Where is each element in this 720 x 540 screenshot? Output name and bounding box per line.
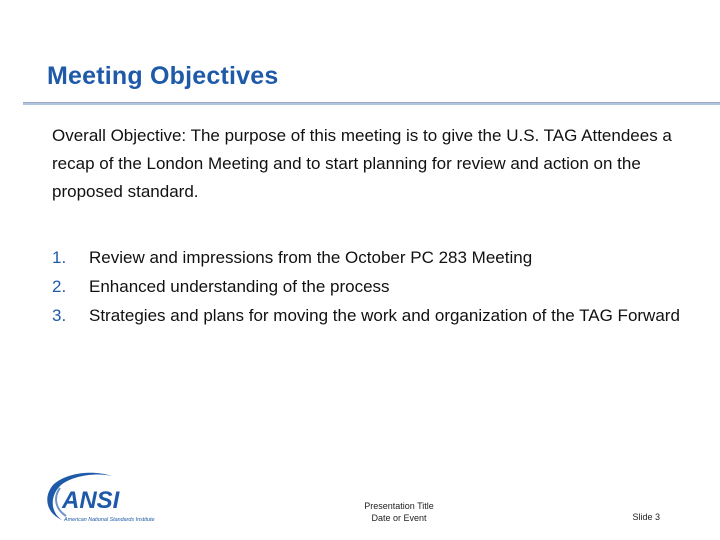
footer-presentation-title: Presentation Title [364, 501, 434, 511]
objectives-list [52, 246, 692, 328]
objective-number: 1. [52, 248, 67, 267]
slide-title: Meeting Objectives [47, 62, 279, 90]
title-divider-shadow [23, 103, 720, 105]
objective-text: Strategies and plans for moving the work and organization of the TAG Forward [89, 306, 680, 325]
objective-item-1 [52, 246, 692, 270]
logo-tagline: American National Standards Institute [64, 517, 155, 523]
objective-number: 3. [52, 306, 67, 325]
ansi-logo [40, 464, 200, 526]
objective-text: Review and impressions from the October PC 283 Meeting [89, 248, 533, 267]
footer-center [354, 500, 444, 524]
overall-objective: Overall Objective: The purpose of this meeting is to give the U.S. TAG Attendees a recap of the London Meeting and to start planning for review and action on the proposed standard. [52, 126, 672, 201]
slide-number: Slide 3 [632, 512, 660, 522]
objective-number: 2. [52, 277, 67, 296]
objective-item-3 [52, 304, 692, 328]
logo-wordmark: ANSI [62, 487, 120, 514]
footer-date-event: Date or Event [371, 513, 427, 523]
objective-item-2 [52, 275, 692, 299]
objective-text: Enhanced understanding of the process [89, 277, 390, 296]
